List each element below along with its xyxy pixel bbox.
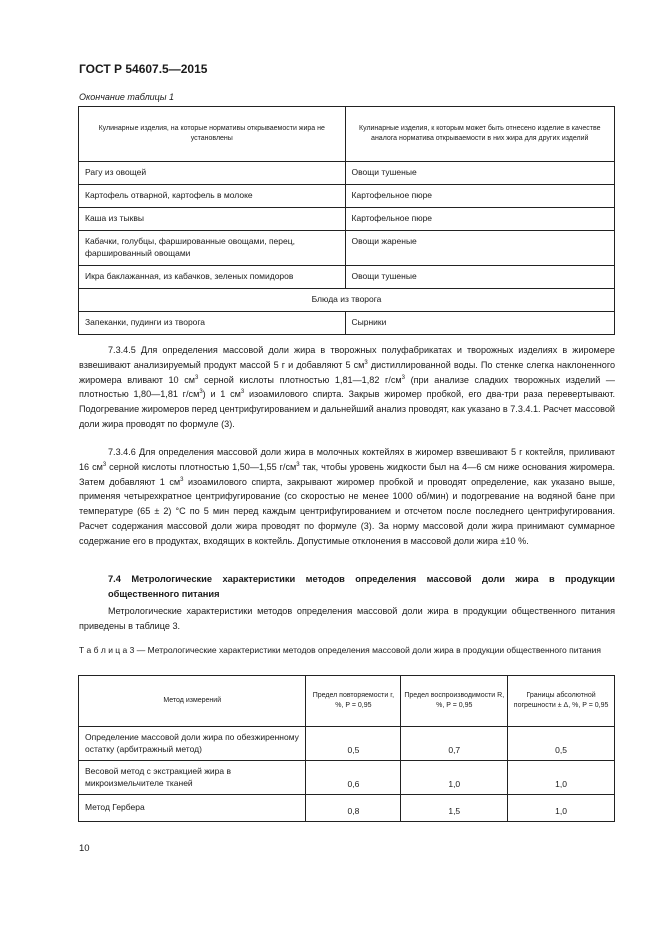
para-7345-text-d: (при анализе сладких творожных изделий — плотностью 1,80—1,81 г/см [79,374,615,400]
table-row [79,312,615,335]
table1-group-label: Блюда из творога [79,289,615,312]
section-7-4-title: 7.4 Метрологические характеристики методов определения массовой доли жира в продукции общественного питания [108,574,615,599]
table1-header-row [79,107,615,162]
table-row [79,727,615,761]
section-7-4-body: Метрологические характеристики методов определения массовой доли жира в продукции общественного питания приведены в таблице 3. [79,606,615,631]
table-cell-method: Весовой метод с экстракцией жира в микроизмельчителе тканей [79,761,306,795]
para-7346-text-d: изоамилового спирта, закрывают жиромер пробкой и проводят определение, как указано выше, применяя четырехкратное центрифугирование (со скоростью не менее 1000 об/мин) и подогревание на водяной бане при температуре (65 ± 2) °С по 5 мин перед каждым центрифугированием и отсчетом после последнего центрифугирования. Расчет содержания массовой доли жира проводят по формуле (3). За норму массовой доли жира принимают суммарное содержание его в продуктах, входящих в коктейль. Допустимые отклонения в массовой доли жира ±10 %. [79,476,616,546]
table3-caption: Т а б л и ц а 3 — Метрологические характеристики методов определения массовой доли жира в продукции общественного питания [79,645,602,655]
table-cell-product: Картофель отварной, картофель в молоке [79,185,346,208]
table-cell-R: 1,5 [401,795,508,822]
table3-col-error: Границы абсолютной погрешности ± Δ, %, P = 0,95 [508,676,615,727]
table-cell-r: 0,8 [306,795,401,822]
table-cell-analog: Картофельное пюре [345,208,614,231]
table-cell-r: 0,6 [306,761,401,795]
table3-header-row [79,676,615,727]
table-cell-product: Рагу из овощей [79,162,346,185]
paragraph-7-3-4-5 [79,343,615,432]
table1 [78,106,615,335]
para-7345-text-e: ) и 1 см [202,389,241,400]
table-row [79,185,615,208]
table3-col-method: Метод измерений [79,676,306,727]
superscript: 3 [102,461,107,468]
table-cell-analog: Сырники [345,312,614,335]
table-row [79,795,615,822]
table-cell-analog: Овощи тушеные [345,162,614,185]
para-7346-text-c: так, чтобы уровень жидкости был на 4—6 см ниже основания жиромера. Затем добавляют 1 см [79,461,615,487]
table-row [79,231,615,266]
document-header: ГОСТ Р 54607.5—2015 [79,62,208,76]
table-cell-r: 0,5 [306,727,401,761]
table1-col-products: Кулинарные изделия, на которые нормативы открываемости жира не установлены [79,107,346,162]
table1-caption: Окончание таблицы 1 [79,92,174,102]
para-7345-text-f: изоамилового спирта. Закрыв жиромер пробкой, его два-три раза перевертывают. Подогревание жиромеров перед центрифугированием и дальнейший анализ проводят, как указано в 7.3.4.1. Расчет массовой доли жира проводят по формуле (3). [79,389,615,429]
table-cell-delta: 1,0 [508,761,615,795]
table1-col-analog: Кулинарные изделия, к которым может быть отнесено изделие в качестве аналога норматива открываемости в них жира для других изделий [345,107,614,162]
table-cell-R: 1,0 [401,761,508,795]
table-cell-delta: 1,0 [508,795,615,822]
table-cell-delta: 0,5 [508,727,615,761]
table-row [79,208,615,231]
section-7-4-text [79,604,615,634]
table-row [79,162,615,185]
superscript: 3 [240,389,245,396]
para-7346-text-b: серной кислоты плотностью 1,50—1,55 г/см [106,461,297,472]
para-7345-text-b: дистиллированной воды. По стенке слегка наклоненного жиромера вливают 10 см [79,359,616,385]
para-7345-text-a: 7.3.4.5 Для определения массовой доли жира в творожных полуфабрикатах и творожных изделиях в жиромере взвешивают анализируемый продукт массой 5 г и добавляют 5 см [79,345,615,370]
table-cell-R: 0,7 [401,727,508,761]
superscript: 3 [180,476,184,483]
paragraph-7-3-4-6 [79,445,615,549]
table-cell-product: Каша из тыквы [79,208,346,231]
para-7346-text-a: 7.3.4.6 Для определения массовой доли жира в молочных коктейлях в жиромер взвешивают 5 г коктейля, приливают 16 см [79,447,615,472]
para-7345-text-c: серной кислоты плотностью 1,81—1,82 г/см [198,374,402,385]
superscript: 3 [296,461,300,468]
table-cell-method: Метод Гербера [79,795,306,822]
table3-col-repeatability: Предел повторяемости r, %, P = 0,95 [306,676,401,727]
table-cell-product: Икра баклажанная, из кабачков, зеленых помидоров [79,266,346,289]
page-number: 10 [79,843,90,854]
table-cell-analog: Овощи жареные [345,231,614,266]
table-cell-analog: Картофельное пюре [345,185,614,208]
table-cell-analog: Овощи тушеные [345,266,614,289]
table3 [78,675,615,822]
table-row [79,266,615,289]
table-row [79,761,615,795]
superscript: 3 [364,359,368,366]
table-cell-method: Определение массовой доли жира по обезжиренному остатку (арбитражный метод) [79,727,306,761]
superscript: 3 [199,389,203,396]
table-group-row [79,289,615,312]
table-cell-product: Запеканки, пудинги из творога [79,312,346,335]
table-cell-product: Кабачки, голубцы, фаршированные овощами, перец, фаршированный овощами [79,231,346,266]
superscript: 3 [195,374,199,381]
table3-col-reproducibility: Предел воспроизводимости R, %, P = 0,95 [401,676,508,727]
superscript: 3 [401,374,405,381]
